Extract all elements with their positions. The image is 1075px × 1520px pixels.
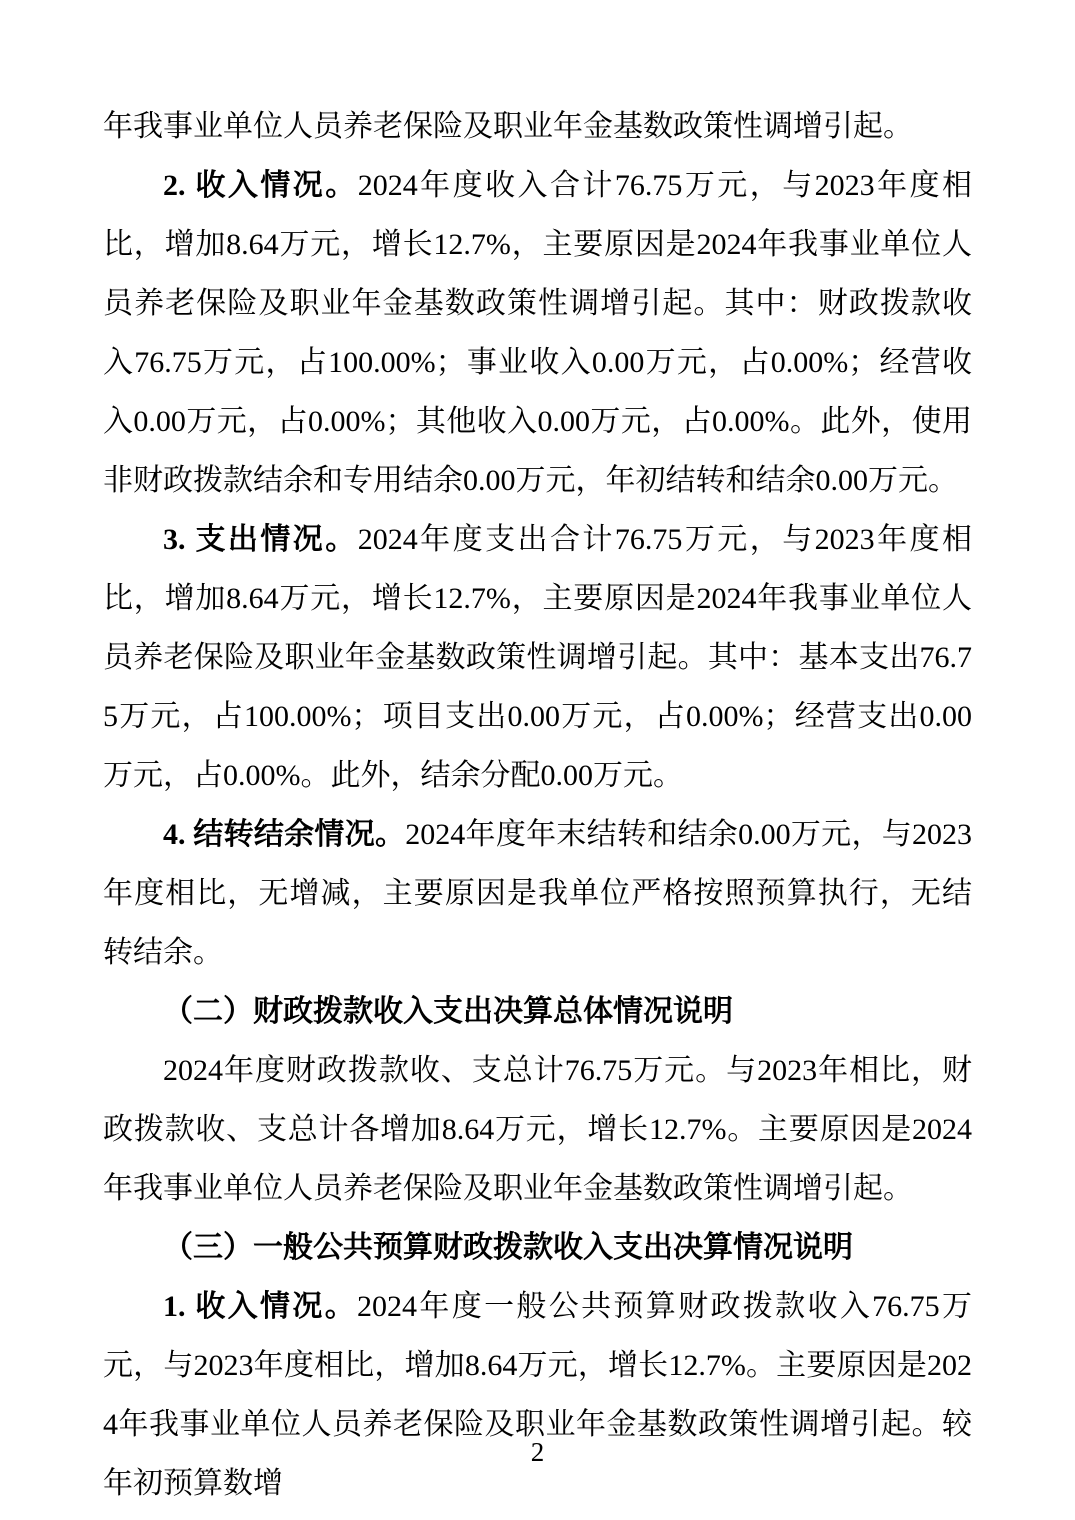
- paragraph-text: 2024年度财政拨款收、支总计76.75万元。与2023年相比，财政拨款收、支总计各增加8.64万元，增长12.7%。主要原因是2024年我事业单位人员养老保险及职业年金基数政策性调增引起。: [103, 1054, 972, 1205]
- paragraph-label: 4. 结转结余情况。: [163, 818, 406, 851]
- paragraph-expenditure: [103, 510, 972, 805]
- paragraph-label: 3. 支出情况。: [163, 523, 358, 556]
- paragraph-income: [103, 156, 972, 510]
- paragraph-fiscal-appropriation-total: [103, 1041, 972, 1218]
- paragraph-text: 2024年度年末结转和结余0.00万元，与2023年度相比，无增减，主要原因是我单位严格按照预算执行，无结转结余。: [103, 818, 973, 969]
- paragraph-label: 1. 收入情况。: [163, 1290, 358, 1323]
- paragraph-text: 2024年度收入合计76.75万元，与2023年度相比，增加8.64万元，增长12.7%，主要原因是2024年我事业单位人员养老保险及职业年金基数政策性调增引起。其中：财政拨款收入76.75万元，占100.00%；事业收入0.00万元，占0.00%；经营收入0.00万元，占0.00%；其他收入0.00万元，占0.00%。此外，使用非财政拨款结余和专用结余0.00万元，年初结转和结余0.00万元。: [103, 169, 973, 497]
- heading-section-3: [103, 1218, 972, 1277]
- heading-section-2: [103, 982, 972, 1041]
- paragraph-carryforward-balance: [103, 805, 972, 982]
- page-number: 2: [530, 1437, 545, 1467]
- paragraph-general-public-budget-income: [103, 1277, 972, 1513]
- paragraph-text: 年我事业单位人员养老保险及职业年金基数政策性调增引起。: [103, 110, 913, 143]
- heading-text: （三）一般公共预算财政拨款收入支出决算情况说明: [163, 1231, 853, 1264]
- document-body: [103, 97, 972, 1513]
- heading-text: （二）财政拨款收入支出决算总体情况说明: [163, 995, 733, 1028]
- paragraph-text: 2024年度支出合计76.75万元，与2023年度相比，增加8.64万元，增长12.7%，主要原因是2024年我事业单位人员养老保险及职业年金基数政策性调增引起。其中：基本支出76.75万元，占100.00%；项目支出0.00万元，占0.00%；经营支出0.00万元，占0.00%。此外，结余分配0.00万元。: [103, 523, 973, 792]
- paragraph-text: 2024年度一般公共预算财政拨款收入76.75万元，与2023年度相比，增加8.64万元，增长12.7%。主要原因是2024年我事业单位人员养老保险及职业年金基数政策性调增引起。较年初预算数增: [103, 1290, 973, 1500]
- paragraph-carryover: [103, 97, 972, 156]
- paragraph-label: 2. 收入情况。: [163, 169, 358, 202]
